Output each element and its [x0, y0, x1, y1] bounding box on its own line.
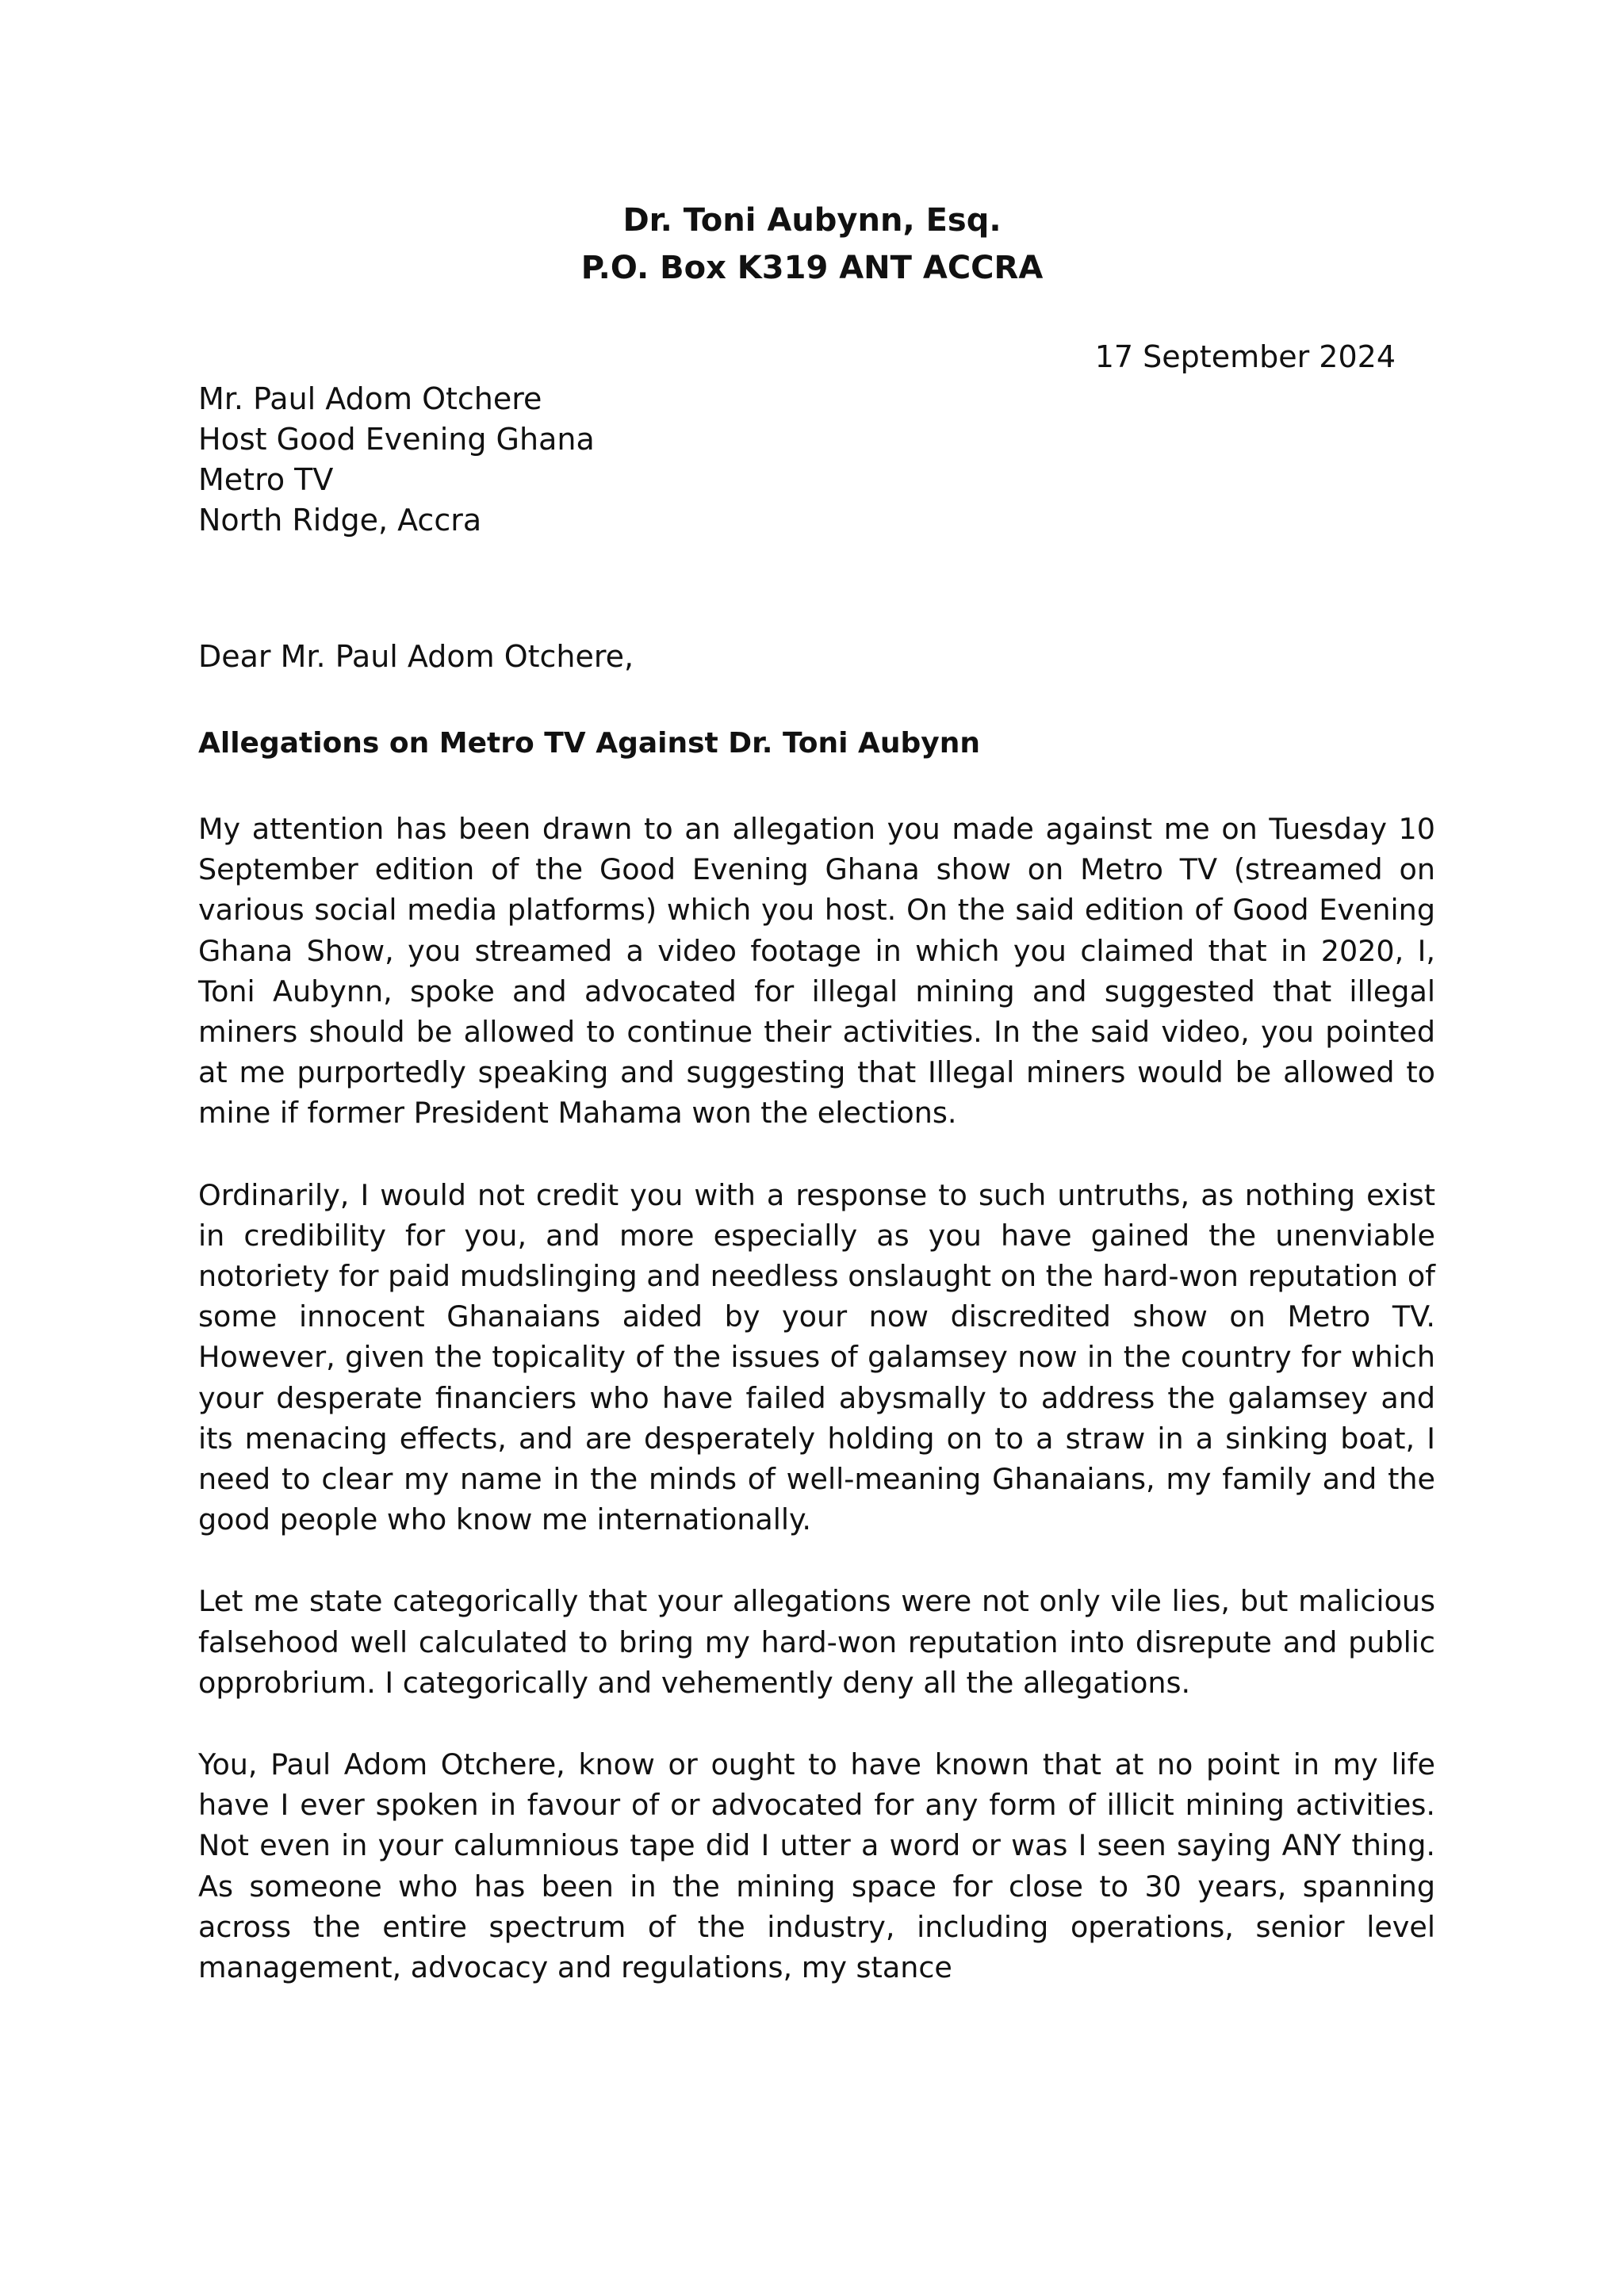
- recipient-address: [198, 379, 595, 541]
- letter-body: [198, 809, 1435, 2029]
- subject-line: Allegations on Metro TV Against Dr. Toni Aubynn: [198, 727, 980, 760]
- body-paragraph-4: You, Paul Adom Otchere, know or ought to have known that at no point in my life have I ever spoken in favour of or advocated for any form of illicit mining activities. Not even in your calumnious tape did I utter a word or was I seen saying ANY thing. As someone who has been in the mining space for close to 30 years, spanning across the entire spectrum of the industry, including operations, senior level management, advocacy and regulations, my stance: [198, 1747, 1435, 1985]
- body-paragraph-2: Ordinarily, I would not credit you with a response to such untruths, as nothing exist in credibility for you, and more especially as you have gained the unenviable notoriety for paid mudslinging and needless onslaught on the hard-won reputation of some innocent Ghanaians aided by your now discredited show on Metro TV. However, given the topicality of the issues of galamsey now in the country for which your desperate financiers who have failed abysmally to address the galamsey and its menacing effects, and are desperately holding on to a straw in a sinking boat, I need to clear my name in the minds of well-meaning Ghanaians, my family and the good people who know me internationally.: [198, 1177, 1435, 1537]
- recipient-name: Mr. Paul Adom Otchere: [198, 381, 542, 416]
- salutation: Dear Mr. Paul Adom Otchere,: [198, 639, 634, 674]
- sender-address: P.O. Box K319 ANT ACCRA: [580, 250, 1044, 286]
- body-paragraph-1: My attention has been drawn to an allegation you made against me on Tuesday 10 September edition of the Good Evening Ghana show on Metro TV (streamed on various social media platforms) which you host. On the said edition of Good Evening Ghana Show, you streamed a video footage in which you claimed that in 2020, I, Toni Aubynn, spoke and advocated for illegal mining and suggested that illegal miners should be allowed to continue their activities. In the said video, you pointed at me purportedly speaking and suggesting that Illegal miners would be allowed to mine if former President Mahama won the elections.: [198, 812, 1435, 1131]
- recipient-title: Host Good Evening Ghana: [198, 422, 595, 457]
- letter-date: 17 September 2024: [1094, 339, 1396, 374]
- letterhead: [0, 197, 1624, 292]
- recipient-organization: Metro TV: [198, 462, 334, 497]
- body-paragraph-3: Let me state categorically that your allegations were not only vile lies, but malicious falsehood well calculated to bring my hard-won reputation into disrepute and public opprobrium. I categorically and vehemently deny all the allegations.: [198, 1584, 1435, 1700]
- sender-name: Dr. Toni Aubynn, Esq.: [622, 202, 1002, 239]
- recipient-location: North Ridge, Accra: [198, 503, 482, 538]
